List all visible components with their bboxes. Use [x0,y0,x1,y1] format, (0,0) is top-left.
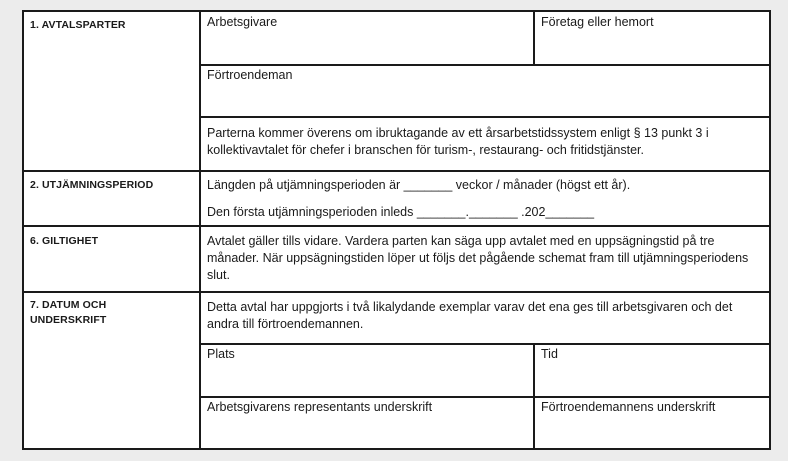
section-divider [24,225,769,227]
section-divider [24,291,769,293]
signature-text: Detta avtal har uppgjorts i två likalydande exemplar varav det ena ges till arbetsgivaren och det andra till förtroendemannen. [207,300,733,331]
representative-signature-label: Förtroendemannens underskrift [541,400,716,414]
period-start-text[interactable]: Den första utjämningsperioden inleds _______._______ .202_______ [207,205,595,219]
employer-signature-label: Arbetsgivarens representants underskrift [207,400,433,414]
section-title-signature-2: UNDERSKRIFT [30,314,107,326]
representative-signature-field[interactable] [535,398,769,448]
place-label: Plats [207,347,235,361]
time-label: Tid [541,347,558,361]
period-length-text[interactable]: Längden på utjämningsperioden är _______ veckor / månader (högst ett år). [207,178,631,192]
agreement-text: Parterna kommer överens om ibruktagande av ett årsarbetstidssystem enligt § 13 punkt 3 i kollektivavtalet för chefer i branschen för turism-, restaurang- och fritidstjänster. [207,126,709,157]
employer-signature-field[interactable] [201,398,533,448]
divider [200,116,769,118]
representative-field[interactable] [201,66,769,116]
employer-label: Arbetsgivare [207,15,278,29]
section-title-parties: 1. AVTALSPARTER [30,19,126,31]
time-field[interactable] [535,345,769,397]
section-divider [24,170,769,172]
section-title-signature-1: 7. DATUM OCH [30,299,107,311]
company-label: Företag eller hemort [541,15,654,29]
validity-text: Avtalet gäller tills vidare. Vardera parten kan säga upp avtalet med en uppsägningstid på tre månader. När uppsägningstiden löper ut följs det pågående schemat fram till utjämningsperiodens slut. [207,234,749,282]
section-title-validity: 6. GILTIGHET [30,235,99,247]
agreement-form [22,10,771,450]
employer-field[interactable] [201,12,533,64]
place-field[interactable] [201,345,533,397]
company-field[interactable] [535,12,769,64]
section-title-period: 2. UTJÄMNINGSPERIOD [30,179,154,191]
representative-label: Förtroendeman [207,68,293,82]
